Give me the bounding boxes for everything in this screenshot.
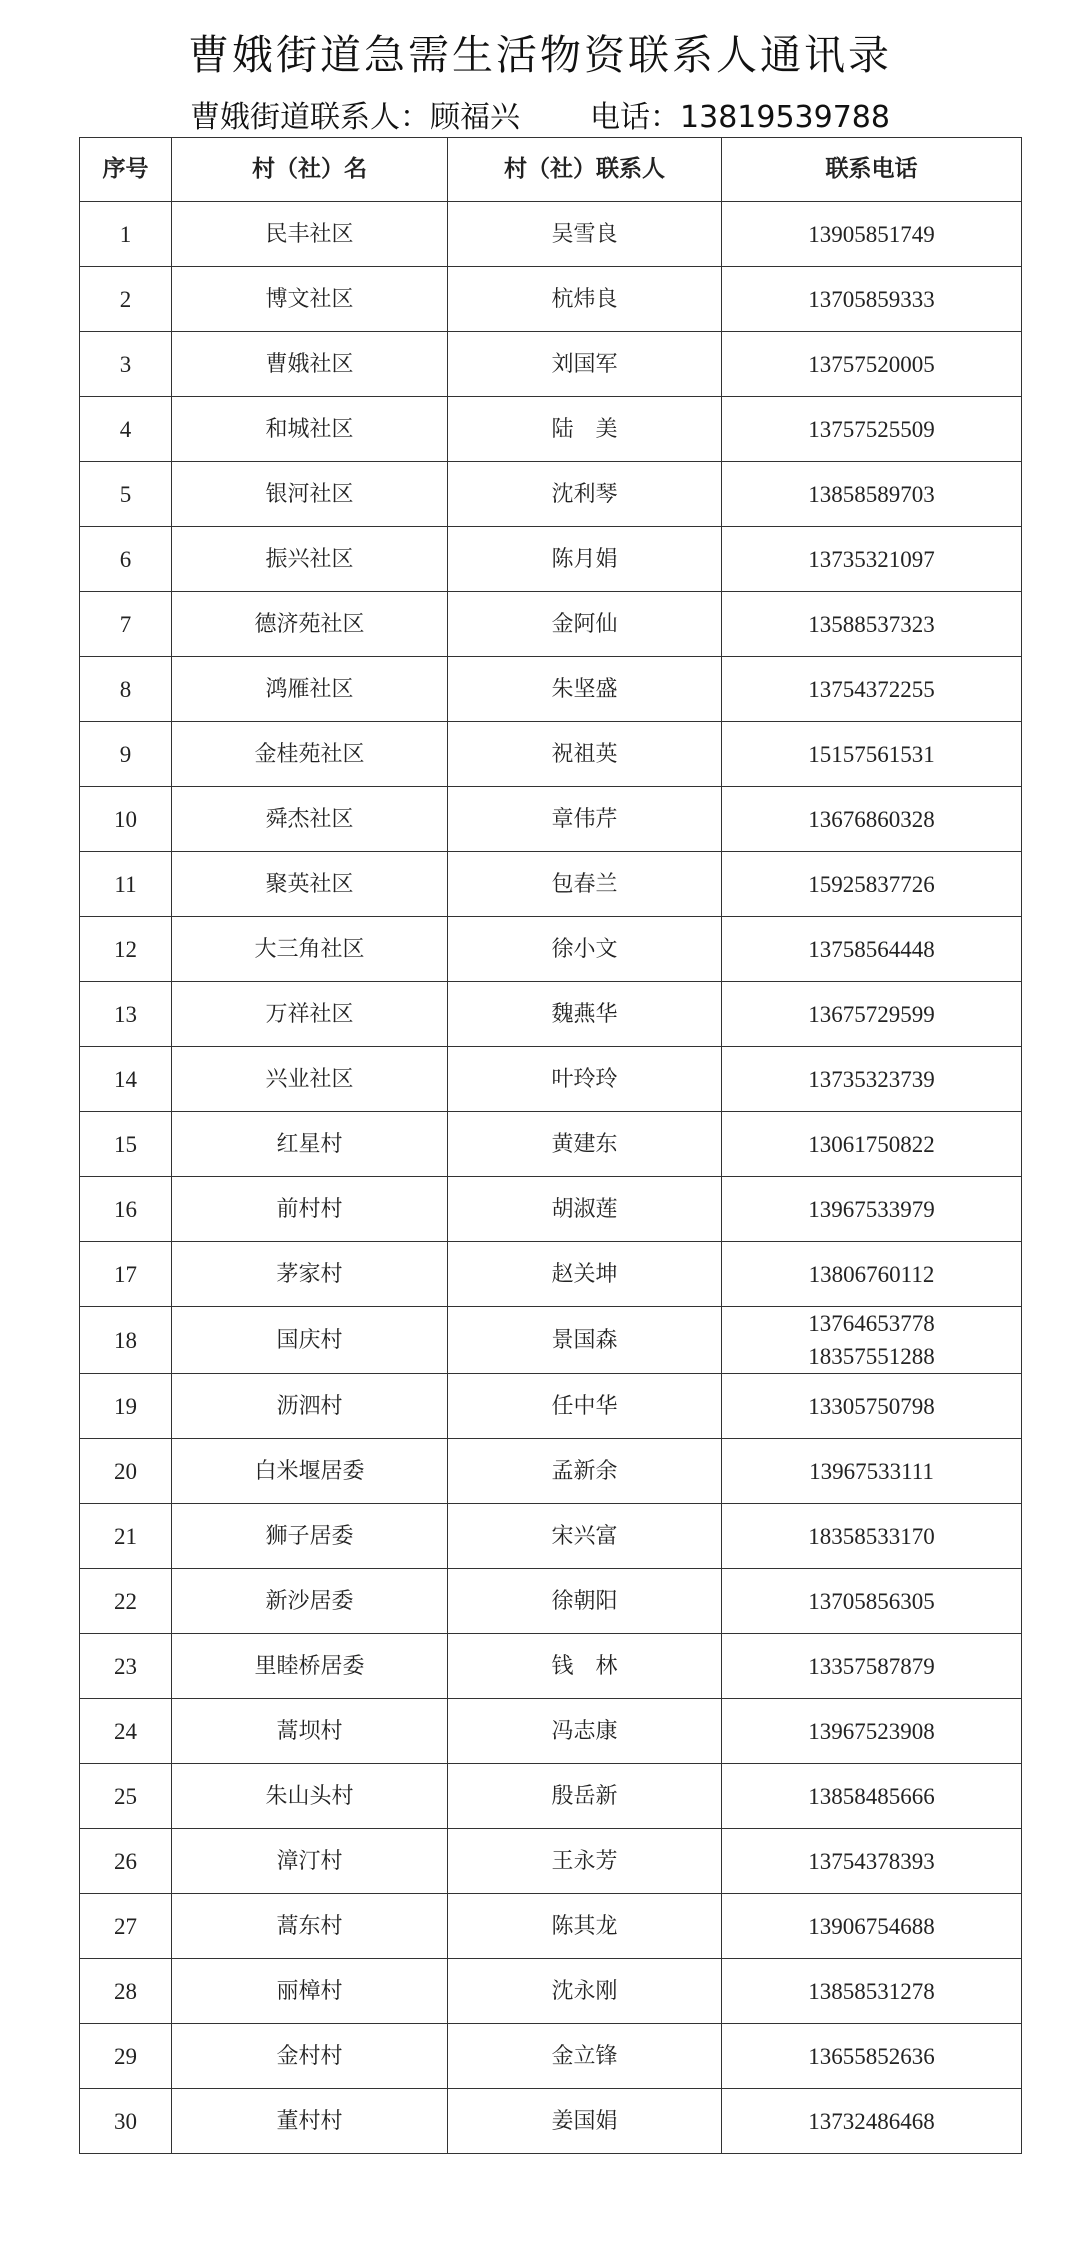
contact-person: 姜国娟	[448, 2089, 722, 2154]
community-name: 民丰社区	[172, 202, 448, 267]
phone-number: 13588537323	[722, 592, 1022, 657]
contact-person: 孟新余	[448, 1439, 722, 1504]
community-name: 红星村	[172, 1112, 448, 1177]
row-number: 30	[80, 2089, 172, 2154]
contact-person: 魏燕华	[448, 982, 722, 1047]
table-row	[80, 1764, 1022, 1829]
table-row	[80, 1634, 1022, 1699]
phone-number: 13757520005	[722, 332, 1022, 397]
row-number: 28	[80, 1959, 172, 2024]
phone-number: 15925837726	[722, 852, 1022, 917]
community-name: 董村村	[172, 2089, 448, 2154]
phone-number: 13858531278	[722, 1959, 1022, 2024]
phone-number: 13705856305	[722, 1569, 1022, 1634]
contact-person: 徐小文	[448, 917, 722, 982]
community-name: 兴业社区	[172, 1047, 448, 1112]
table-row	[80, 2089, 1022, 2154]
contact-person: 吴雪良	[448, 202, 722, 267]
header-number: 序号	[80, 138, 172, 202]
row-number: 10	[80, 787, 172, 852]
row-number: 7	[80, 592, 172, 657]
contact-person: 冯志康	[448, 1699, 722, 1764]
phone-number: 18358533170	[722, 1504, 1022, 1569]
phone-number: 13757525509	[722, 397, 1022, 462]
community-name: 舜杰社区	[172, 787, 448, 852]
phone-number: 13735321097	[722, 527, 1022, 592]
community-name: 万祥社区	[172, 982, 448, 1047]
phone-number: 13061750822	[722, 1112, 1022, 1177]
community-name: 里睦桥居委	[172, 1634, 448, 1699]
table-row	[80, 1439, 1022, 1504]
contact-person: 朱坚盛	[448, 657, 722, 722]
row-number: 26	[80, 1829, 172, 1894]
contact-person: 赵关坤	[448, 1242, 722, 1307]
row-number: 1	[80, 202, 172, 267]
table-row	[80, 1177, 1022, 1242]
community-name: 银河社区	[172, 462, 448, 527]
table-header-row	[80, 138, 1022, 202]
community-name: 振兴社区	[172, 527, 448, 592]
street-contact-label: 曹娥街道联系人：顾福兴	[190, 100, 521, 135]
table-row	[80, 1307, 1022, 1374]
contact-person: 陈月娟	[448, 527, 722, 592]
contact-person: 徐朝阳	[448, 1569, 722, 1634]
phone-number: 13858485666	[722, 1764, 1022, 1829]
table-row	[80, 332, 1022, 397]
row-number: 20	[80, 1439, 172, 1504]
row-number: 3	[80, 332, 172, 397]
phone-number: 13675729599	[722, 982, 1022, 1047]
phone-number: 13905851749	[722, 202, 1022, 267]
header-community-name: 村（社）名	[172, 138, 448, 202]
community-name: 德济苑社区	[172, 592, 448, 657]
table-row	[80, 1959, 1022, 2024]
row-number: 18	[80, 1307, 172, 1374]
table-row	[80, 1112, 1022, 1177]
page-title: 曹娥街道急需生活物资联系人通讯录	[188, 31, 892, 79]
phone-number: 13735323739	[722, 1047, 1022, 1112]
contact-person: 沈利琴	[448, 462, 722, 527]
table-row	[80, 722, 1022, 787]
table-row	[80, 1699, 1022, 1764]
community-name: 国庆村	[172, 1307, 448, 1374]
phone-number: 13967533111	[722, 1439, 1022, 1504]
row-number: 21	[80, 1504, 172, 1569]
contact-person: 殷岳新	[448, 1764, 722, 1829]
community-name: 聚英社区	[172, 852, 448, 917]
phone-number: 13357587879	[722, 1634, 1022, 1699]
phone-number: 13906754688	[722, 1894, 1022, 1959]
contact-person: 宋兴富	[448, 1504, 722, 1569]
row-number: 27	[80, 1894, 172, 1959]
header-phone: 联系电话	[722, 138, 1022, 202]
contact-person: 刘国军	[448, 332, 722, 397]
table-row	[80, 1829, 1022, 1894]
table-row	[80, 592, 1022, 657]
table-row	[80, 1504, 1022, 1569]
phone-number: 15157561531	[722, 722, 1022, 787]
table-row	[80, 1047, 1022, 1112]
table-row	[80, 527, 1022, 592]
phone-number: 13676860328	[722, 787, 1022, 852]
phone-number: 13705859333	[722, 267, 1022, 332]
phone-number	[722, 1307, 1022, 1374]
table-row	[80, 787, 1022, 852]
row-number: 5	[80, 462, 172, 527]
row-number: 17	[80, 1242, 172, 1307]
phone-number-secondary: 18357551288	[808, 1344, 935, 1369]
community-name: 丽樟村	[172, 1959, 448, 2024]
row-number: 16	[80, 1177, 172, 1242]
row-number: 11	[80, 852, 172, 917]
row-number: 9	[80, 722, 172, 787]
phone-number: 13754372255	[722, 657, 1022, 722]
contact-table	[79, 137, 1022, 2154]
contact-person: 章伟芹	[448, 787, 722, 852]
row-number: 23	[80, 1634, 172, 1699]
table-row	[80, 982, 1022, 1047]
phone-number-primary: 13764653778	[808, 1311, 935, 1336]
contact-person: 金阿仙	[448, 592, 722, 657]
community-name: 金桂苑社区	[172, 722, 448, 787]
phone-number: 13305750798	[722, 1374, 1022, 1439]
table-row	[80, 462, 1022, 527]
row-number: 22	[80, 1569, 172, 1634]
row-number: 2	[80, 267, 172, 332]
table-row	[80, 1242, 1022, 1307]
contact-person: 包春兰	[448, 852, 722, 917]
phone-number: 13967523908	[722, 1699, 1022, 1764]
contact-person: 沈永刚	[448, 1959, 722, 2024]
community-name: 朱山头村	[172, 1764, 448, 1829]
table-row	[80, 397, 1022, 462]
street-phone-label: 电话：13819539788	[590, 100, 890, 135]
community-name: 新沙居委	[172, 1569, 448, 1634]
phone-number: 13754378393	[722, 1829, 1022, 1894]
community-name: 大三角社区	[172, 917, 448, 982]
row-number: 15	[80, 1112, 172, 1177]
table-row	[80, 267, 1022, 332]
contact-person: 钱 林	[448, 1634, 722, 1699]
phone-number: 13806760112	[722, 1242, 1022, 1307]
phone-number: 13655852636	[722, 2024, 1022, 2089]
table-row	[80, 1569, 1022, 1634]
contact-person: 任中华	[448, 1374, 722, 1439]
header-contact-person: 村（社）联系人	[448, 138, 722, 202]
row-number: 25	[80, 1764, 172, 1829]
community-name: 狮子居委	[172, 1504, 448, 1569]
contact-person: 王永芳	[448, 1829, 722, 1894]
row-number: 12	[80, 917, 172, 982]
community-name: 鸿雁社区	[172, 657, 448, 722]
community-name: 茅家村	[172, 1242, 448, 1307]
phone-number: 13967533979	[722, 1177, 1022, 1242]
table-row	[80, 917, 1022, 982]
phone-number: 13858589703	[722, 462, 1022, 527]
community-name: 博文社区	[172, 267, 448, 332]
contact-person: 叶玲玲	[448, 1047, 722, 1112]
table-row	[80, 1894, 1022, 1959]
contact-person: 陆 美	[448, 397, 722, 462]
subtitle	[0, 92, 1080, 136]
contact-person: 陈其龙	[448, 1894, 722, 1959]
community-name: 前村村	[172, 1177, 448, 1242]
row-number: 24	[80, 1699, 172, 1764]
contact-person: 杭炜良	[448, 267, 722, 332]
row-number: 14	[80, 1047, 172, 1112]
row-number: 6	[80, 527, 172, 592]
row-number: 4	[80, 397, 172, 462]
phone-number: 13758564448	[722, 917, 1022, 982]
contact-person: 祝祖英	[448, 722, 722, 787]
contact-person: 景国森	[448, 1307, 722, 1374]
row-number: 13	[80, 982, 172, 1047]
row-number: 29	[80, 2024, 172, 2089]
table-row	[80, 202, 1022, 267]
community-name: 蒿坝村	[172, 1699, 448, 1764]
table-row	[80, 657, 1022, 722]
table-row	[80, 2024, 1022, 2089]
table-row	[80, 1374, 1022, 1439]
community-name: 白米堰居委	[172, 1439, 448, 1504]
row-number: 8	[80, 657, 172, 722]
community-name: 沥泗村	[172, 1374, 448, 1439]
community-name: 金村村	[172, 2024, 448, 2089]
table-row	[80, 852, 1022, 917]
phone-number: 13732486468	[722, 2089, 1022, 2154]
community-name: 和城社区	[172, 397, 448, 462]
contact-person: 黄建东	[448, 1112, 722, 1177]
community-name: 曹娥社区	[172, 332, 448, 397]
community-name: 蒿东村	[172, 1894, 448, 1959]
row-number: 19	[80, 1374, 172, 1439]
contact-person: 胡淑莲	[448, 1177, 722, 1242]
contact-person: 金立锋	[448, 2024, 722, 2089]
community-name: 漳汀村	[172, 1829, 448, 1894]
